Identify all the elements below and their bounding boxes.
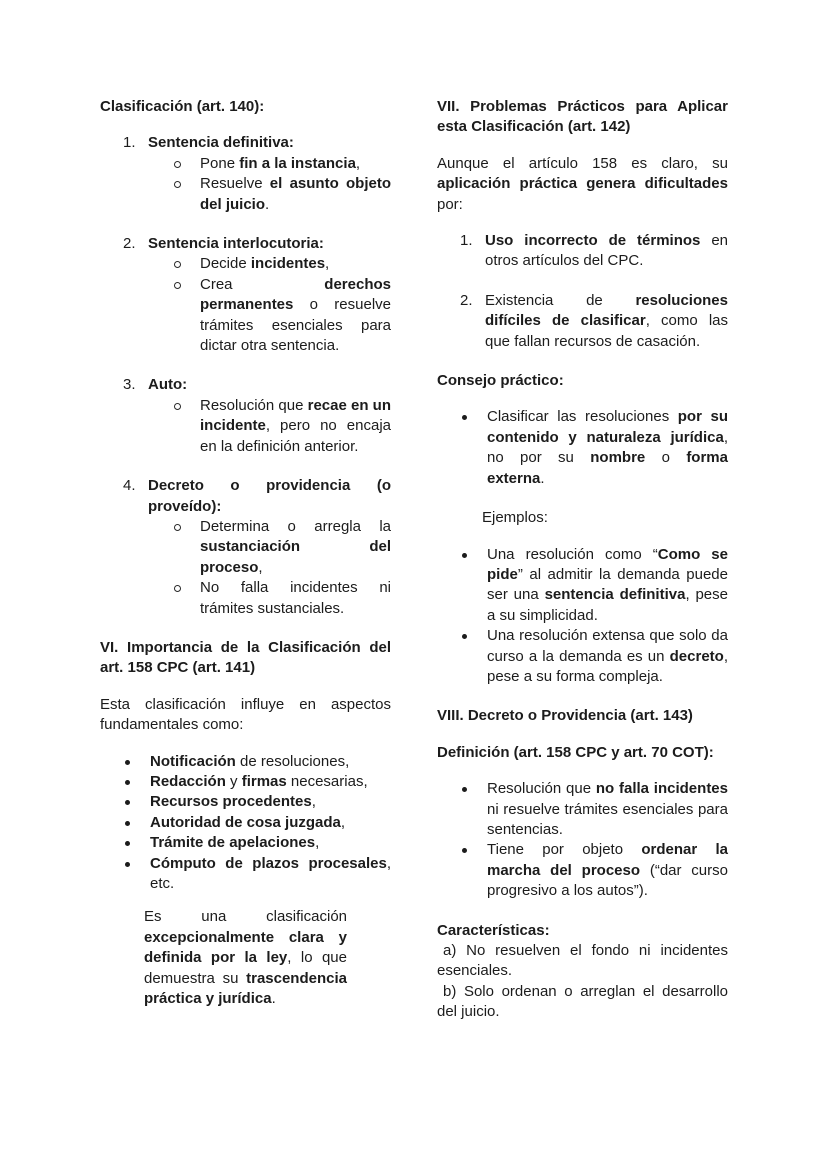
bullet-list-item: Clasificar las resoluciones por su contenido y naturaleza jurídica, no por su nombre o forma externa.	[437, 407, 728, 489]
bold-text: VI. Importancia de la Clasificación del art. 158 CPC (art. 141)	[100, 638, 391, 677]
section-heading	[437, 97, 728, 138]
paragraph: Ejemplos:	[482, 509, 548, 527]
sub-list-item: Decide incidentes,	[148, 254, 391, 274]
bold-text: Trámite de apelaciones	[150, 834, 316, 852]
bold-text: sentencia definitiva	[544, 586, 686, 604]
list-number: 4.	[123, 477, 136, 495]
bold-text: Redacción	[150, 772, 226, 790]
sub-list-item: Resolución que recae en un incidente, pero no encaja en la definición anterior.	[148, 396, 391, 457]
bold-text: Consejo práctico:	[437, 372, 564, 390]
sub-list-item: Crea derechos permanentes o resuelve trámites esenciales para dictar otra sentencia.	[148, 275, 391, 357]
numbered-list-item	[100, 133, 391, 215]
list-number: 3.	[123, 376, 136, 394]
list-number: 2.	[460, 291, 473, 309]
bold-text: Como se pide	[487, 545, 728, 583]
sub-list-item: No falla incidentes ni trámites sustanciales.	[148, 578, 391, 619]
bullet-icon	[125, 841, 130, 846]
bold-text: recae en un incidente	[200, 396, 392, 435]
sub-list-item: Resuelve el asunto objeto del juicio.	[148, 174, 391, 215]
numbered-list	[437, 231, 728, 352]
left-column	[100, 97, 391, 1025]
paragraph: Aunque el artículo 158 es claro, su aplicación práctica genera dificultades por:	[437, 154, 728, 213]
bullet-list-item: Tiene por objeto ordenar la marcha del proceso (“dar curso progresivo a los autos”).	[437, 840, 728, 901]
section-heading	[437, 371, 728, 391]
numbered-list-item: 2. Existencia de resoluciones difíciles de clasificar, como las que fallan recursos de casación.	[460, 291, 728, 350]
bullet-icon	[462, 634, 467, 639]
bullet-icon	[462, 553, 467, 558]
bullet-list-item: Una resolución extensa que solo da curso a la demanda es un decreto, pese a su forma compleja.	[437, 626, 728, 687]
bold-text: Recursos procedentes	[150, 793, 312, 811]
bullet-list	[437, 779, 728, 901]
list-number: 1.	[460, 232, 473, 250]
bold-text: excepcionalmente clara y definida por la ley	[144, 928, 347, 967]
bold-text: firmas	[241, 772, 287, 790]
bold-text: Clasificación (art. 140):	[100, 98, 265, 115]
bullet-list-item: Redacción y firmas necesarias,	[100, 772, 391, 792]
bullet-list	[100, 752, 391, 895]
bullet-list-item: Una resolución como “Como se pide” al admitir la demanda puede ser una sentencia definitiva, pese a su simplicidad.	[437, 545, 728, 627]
sub-list-item: Determina o arregla la sustanciación del proceso,	[148, 517, 391, 578]
bullet-icon	[462, 848, 467, 853]
bold-text: trascendencia práctica y jurídica	[144, 969, 347, 1008]
bullet-icon	[462, 415, 467, 420]
numbered-list-item	[100, 476, 391, 619]
bold-text: fin a la instancia	[239, 154, 356, 172]
bullet-list-item: Autoridad de cosa juzgada,	[100, 813, 391, 833]
bold-text: aplicación práctica genera dificultades	[437, 175, 728, 193]
bold-text: Sentencia interlocutoria:	[148, 235, 324, 253]
numbered-list-item: 1. Uso incorrecto de términos en otros artículos del CPC.	[460, 232, 729, 270]
bold-text: no falla incidentes	[595, 780, 728, 798]
bold-text: Autoridad de cosa juzgada	[150, 813, 341, 831]
bullet-list-item: Notificación de resoluciones,	[100, 752, 391, 772]
bullet-list	[437, 545, 728, 688]
bold-text: el asunto objeto del juicio	[200, 175, 391, 213]
bold-text: Sentencia definitiva:	[148, 134, 294, 152]
numbered-list-item	[100, 234, 391, 356]
numbered-list	[100, 133, 391, 619]
section-heading	[100, 638, 391, 679]
section-heading	[437, 743, 728, 763]
bold-text: Notificación	[150, 752, 236, 770]
bold-text: Definición (art. 158 CPC y art. 70 COT):	[437, 743, 714, 761]
bold-text: ordenar la marcha del proceso	[487, 841, 728, 879]
bullet-list	[437, 407, 728, 489]
bold-text: nombre	[590, 449, 646, 467]
bold-text: por su contenido y naturaleza jurídica	[487, 408, 728, 446]
bullet-list-item: Recursos procedentes,	[100, 792, 391, 812]
paragraph: b) Solo ordenan o arreglan el desarrollo del juicio.	[437, 982, 728, 1021]
bullet-icon	[125, 862, 130, 867]
list-number: 1.	[123, 134, 136, 152]
list-number: 2.	[123, 235, 136, 253]
bold-text: decreto	[669, 647, 724, 665]
bullet-icon	[125, 780, 130, 785]
bold-text: Cómputo de plazos procesales	[150, 854, 387, 872]
sub-list-item: Pone fin a la instancia,	[148, 154, 391, 174]
bullet-icon	[125, 800, 130, 805]
circle-bullet-icon	[174, 403, 181, 410]
bold-text: Uso incorrecto de términos	[485, 232, 701, 250]
bold-text: Auto:	[148, 376, 188, 394]
bold-text: sustanciación del proceso	[200, 538, 391, 576]
paragraph: a) No resuelven el fondo ni incidentes esenciales.	[437, 942, 728, 980]
bullet-list-item: Resolución que no falla incidentes ni resuelve trámites esenciales para sentencias.	[437, 779, 728, 840]
circle-bullet-icon	[174, 524, 181, 531]
bold-text: forma externa	[487, 449, 728, 487]
quote-paragraph: Es una clasificación excepcionalmente clara y definida por la ley, lo que demuestra su trascendencia práctica y jurídica.	[144, 908, 347, 1008]
bold-text: VIII. Decreto o Providencia (art. 143)	[437, 707, 693, 725]
bullet-icon	[125, 760, 130, 765]
bullet-icon	[125, 821, 130, 826]
section-heading	[437, 921, 728, 941]
section-heading	[100, 97, 391, 117]
bold-text: VII. Problemas Prácticos para Aplicar esta Clasificación (art. 142)	[437, 98, 728, 136]
numbered-list-item	[100, 375, 391, 457]
bold-text: Decreto o providencia (o proveído):	[148, 477, 391, 515]
bold-text: derechos permanentes	[200, 275, 391, 314]
bold-text: Características:	[437, 921, 550, 939]
circle-bullet-icon	[174, 261, 181, 268]
bullet-list-item: Cómputo de plazos procesales, etc.	[100, 854, 391, 895]
bold-text: resoluciones difíciles de clasificar	[485, 291, 728, 330]
circle-bullet-icon	[174, 161, 181, 168]
bold-text: incidentes	[250, 255, 326, 273]
circle-bullet-icon	[174, 181, 181, 188]
circle-bullet-icon	[174, 282, 181, 289]
bullet-icon	[462, 787, 467, 792]
circle-bullet-icon	[174, 585, 181, 592]
bullet-list-item: Trámite de apelaciones,	[100, 833, 391, 853]
paragraph: Esta clasificación influye en aspectos fundamentales como:	[100, 695, 391, 734]
section-heading	[437, 706, 728, 726]
right-column	[437, 97, 728, 1023]
